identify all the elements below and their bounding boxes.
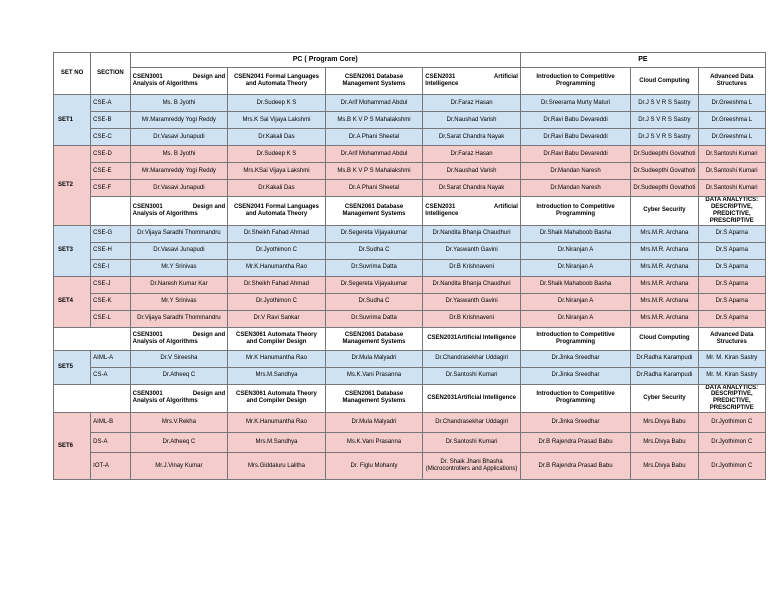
spacer: [54, 384, 131, 413]
faculty-cell: Dr.B Rajendra Prasad Babu: [520, 453, 630, 480]
course-header: Introduction to Competitive Programming: [520, 68, 630, 95]
faculty-cell: Dr.Mandan Naresh: [520, 163, 630, 180]
faculty-cell: Dr.Santoshi Kumari: [698, 163, 765, 180]
faculty-cell: Ms.K.Vani Prasanna: [325, 433, 423, 453]
section-cell: CSE-I: [91, 259, 130, 276]
faculty-cell: Mrs.K Sai Vijaya Lakshmi: [228, 112, 326, 129]
timetable: [53, 52, 766, 480]
course-header: Advanced Data Structures: [698, 327, 765, 350]
faculty-cell: Dr.Jyothimon C: [698, 433, 765, 453]
faculty-cell: Dr.Naresh Kumar Kar: [130, 276, 228, 293]
faculty-cell: Ms.K.Vani Prasanna: [325, 367, 423, 384]
faculty-cell: Dr.Niranjan A: [520, 242, 630, 259]
faculty-cell: Dr.Nandita Bhanja Chaudhuri: [423, 225, 521, 242]
faculty-cell: Dr.Vijaya Saradhi Thommandru: [130, 310, 228, 327]
faculty-cell: Ms. B Jyothi: [130, 146, 228, 163]
course-name-cont: Intelligence: [425, 81, 459, 87]
course-header: [423, 68, 521, 95]
course-code: CSEN2031: [425, 203, 456, 210]
faculty-cell: Dr.Santoshi Kumari: [423, 433, 521, 453]
pe-header: PE: [520, 53, 765, 68]
set-label: SET1: [54, 95, 91, 146]
faculty-cell: Mr.Y Srinivas: [130, 293, 228, 310]
course-header: CSEN2061 Database Management Systems: [325, 197, 423, 226]
faculty-cell: Mr. M. Kiran Sastry: [698, 367, 765, 384]
section-cell: CS-A: [91, 367, 130, 384]
faculty-cell: Mrs.M.R. Archana: [631, 293, 698, 310]
faculty-cell: Dr.Yaswanth Gavini: [423, 293, 521, 310]
faculty-cell: Dr.Ravi Babu Devareddi: [520, 146, 630, 163]
course-header: DATA ANALYTICS: DESCRIPTIVE, PREDICTIVE, PRESCRIPTIVE: [698, 384, 765, 413]
faculty-cell: Dr.Kakali Das: [228, 129, 326, 146]
faculty-cell: Dr.Sudha C: [325, 242, 423, 259]
faculty-cell: Dr.Jyothimon C: [228, 293, 326, 310]
faculty-cell: Mr. M. Kiran Sastry: [698, 350, 765, 367]
faculty-cell: Dr.Niranjan A: [520, 259, 630, 276]
faculty-cell: Dr.Naushad Varish: [423, 163, 521, 180]
faculty-cell: Dr.Greeshma L: [698, 95, 765, 112]
section-cell: CSE-E: [91, 163, 130, 180]
course-code: CSEN3001: [132, 203, 163, 210]
course-code: CSEN3001: [132, 331, 163, 338]
course-header: Introduction to Competitive Programming: [520, 327, 630, 350]
faculty-cell: Dr.Jinka Sreedhar: [520, 413, 630, 433]
faculty-cell: Dr.V Sireesha: [130, 350, 228, 367]
faculty-cell: Mrs.V.Rekha: [130, 413, 228, 433]
faculty-cell: Ms.B K V P S Mahalakshmi: [325, 163, 423, 180]
faculty-cell: Dr.Segereta Vijayakumar: [325, 225, 423, 242]
course-header: [130, 327, 228, 350]
faculty-cell: Mr.Maramreddy Yogi Reddy: [130, 163, 228, 180]
faculty-cell: Dr.Sreerama Murty Maturi: [520, 95, 630, 112]
faculty-cell: Dr.A Phani Sheetal: [325, 129, 423, 146]
faculty-cell: Dr.Chandrasekhar Uddagiri: [423, 413, 521, 433]
faculty-cell: Dr.Ravi Babu Devareddi: [520, 129, 630, 146]
section-cell: CSE-B: [91, 112, 130, 129]
course-name: Design and: [192, 331, 226, 338]
course-name-cont: Analysis of Algorithms: [132, 81, 198, 87]
faculty-cell: Mrs.M.R. Archana: [631, 225, 698, 242]
faculty-cell: Dr.Mula Malyadri: [325, 350, 423, 367]
faculty-cell: Dr.Sarat Chandra Nayak: [423, 129, 521, 146]
set-no-header: SET NO: [54, 53, 91, 95]
faculty-cell: Dr.Jyothimon C: [698, 413, 765, 433]
course-name-cont: Analysis of Algorithms: [132, 398, 198, 405]
course-name: Design and: [192, 203, 226, 210]
faculty-cell: Mr.J.Vinay Kumar: [130, 453, 228, 480]
faculty-cell: Dr.S Aparna: [698, 310, 765, 327]
faculty-cell: Dr.Santoshi Kumari: [698, 180, 765, 197]
course-header: CSEN2061 Database Management Systems: [325, 68, 423, 95]
faculty-cell: Dr.S Aparna: [698, 225, 765, 242]
course-header: CSEN2041 Formal Languages and Automata Theory: [228, 197, 326, 226]
faculty-cell: Dr.Naushad Varish: [423, 112, 521, 129]
section-cell: CSE-G: [91, 225, 130, 242]
faculty-cell: Dr.S Aparna: [698, 259, 765, 276]
faculty-cell: Dr.Ravi Babu Devareddi: [520, 112, 630, 129]
faculty-cell: Dr.Sudha C: [325, 293, 423, 310]
faculty-cell: Dr.Sudeep K S: [228, 146, 326, 163]
faculty-cell: Dr.Radha Karampudi: [631, 350, 698, 367]
course-header: Cloud Computing: [631, 327, 698, 350]
faculty-cell: Mrs.Divya Babu: [631, 413, 698, 433]
faculty-cell: Dr.Jinka Sreedhar: [520, 367, 630, 384]
faculty-cell: Dr.Sheikh Fahad Ahmad: [228, 225, 326, 242]
course-name: Artificial: [493, 74, 518, 81]
faculty-cell: Dr.Shaik Mahaboob Basha: [520, 225, 630, 242]
section-cell: CSE-C: [91, 129, 130, 146]
faculty-cell: Dr.Niranjan A: [520, 293, 630, 310]
section-cell: CSE-D: [91, 146, 130, 163]
faculty-cell: Dr.Suvrima Datta: [325, 310, 423, 327]
course-header: Introduction to Competitive Programming: [520, 384, 630, 413]
course-header: [423, 197, 521, 226]
faculty-cell: Mrs.M.Sandhya: [228, 367, 326, 384]
course-code: CSEN3001: [132, 74, 163, 81]
faculty-cell: Dr.Jyothimon C: [228, 242, 326, 259]
faculty-cell: Dr.S Aparna: [698, 293, 765, 310]
course-header: Advanced Data Structures: [698, 68, 765, 95]
faculty-cell: Dr.Faraz Hasan: [423, 146, 521, 163]
faculty-cell: Dr.Arif Mohammad Abdul: [325, 146, 423, 163]
set-label: SET4: [54, 276, 91, 327]
course-header: CSEN2031Artificial Intelligence: [423, 384, 521, 413]
course-code: CSEN3001: [132, 391, 163, 398]
section-cell: IOT-A: [91, 453, 130, 480]
faculty-cell: Dr.V Ravi Sankar: [228, 310, 326, 327]
faculty-cell: Dr.Nandita Bhanja Chaudhuri: [423, 276, 521, 293]
faculty-cell: Dr.Greeshma L: [698, 112, 765, 129]
course-header: CSEN2061 Database Management Systems: [325, 327, 423, 350]
course-header: CSEN2041 Formal Languages and Automata Theory: [228, 68, 326, 95]
section-cell: AIML-B: [91, 413, 130, 433]
faculty-cell: Dr.Mandan Naresh: [520, 180, 630, 197]
faculty-cell: Dr.B Krishnaveni: [423, 259, 521, 276]
faculty-cell: Mr.K.Hanumantha Rao: [228, 413, 326, 433]
faculty-cell: Mrs.KSai Vijaya Lakshmi: [228, 163, 326, 180]
faculty-cell: Dr.Jyothimon C: [698, 453, 765, 480]
faculty-cell: Mrs.Divya Babu: [631, 453, 698, 480]
faculty-cell: Dr.Santoshi Kumari: [698, 146, 765, 163]
faculty-cell: Dr.J S V R S Sastry: [631, 112, 698, 129]
faculty-cell: Dr.Atheeq C: [130, 367, 228, 384]
faculty-cell: Dr.Mula Malyadri: [325, 413, 423, 433]
faculty-cell: Mrs.Giddaluru Lalitha: [228, 453, 326, 480]
faculty-cell: Dr. Figlu Mohanty: [325, 453, 423, 480]
section-cell: DS-A: [91, 433, 130, 453]
course-name: Design and: [192, 391, 226, 398]
faculty-cell: Dr.Sudeepthi Govathoti: [631, 146, 698, 163]
faculty-cell: Dr.Arif Mohammad Abdul: [325, 95, 423, 112]
faculty-cell: Dr.Sudeepthi Govathoti: [631, 180, 698, 197]
spacer: [54, 327, 131, 350]
faculty-cell: Dr.Vijaya Saradhi Thommandru: [130, 225, 228, 242]
faculty-cell: Dr.Greeshma L: [698, 129, 765, 146]
faculty-cell: Dr.Yaswanth Gavini: [423, 242, 521, 259]
course-header: DATA ANALYTICS: DESCRIPTIVE, PREDICTIVE, PRESCRIPTIVE: [698, 197, 765, 226]
course-name-cont: Analysis of Algorithms: [132, 338, 198, 345]
faculty-cell: Dr.Sudeepthi Govathoti: [631, 163, 698, 180]
faculty-cell: Mr.Maramreddy Yogi Reddy: [130, 112, 228, 129]
faculty-cell: Dr.Shaik Mahaboob Basha: [520, 276, 630, 293]
faculty-cell: Dr.Niranjan A: [520, 310, 630, 327]
section-cell: CSE-J: [91, 276, 130, 293]
course-header: [130, 68, 228, 95]
spacer: [91, 197, 130, 226]
faculty-cell: Dr.B Krishnaveni: [423, 310, 521, 327]
course-header: Cyber Security: [631, 384, 698, 413]
faculty-cell: Ms.B K V P S Mahalakshmi: [325, 112, 423, 129]
faculty-cell: Mrs.M.R. Archana: [631, 259, 698, 276]
faculty-cell: Dr.Segereta Vijayakumar: [325, 276, 423, 293]
section-cell: AIML-A: [91, 350, 130, 367]
faculty-cell: Dr.A Phani Sheetal: [325, 180, 423, 197]
course-header: Introduction to Competitive Programming: [520, 197, 630, 226]
section-cell: CSE-A: [91, 95, 130, 112]
faculty-cell: Dr. Shaik Jhani Bhasha (Microcontrollers and Applications): [423, 453, 521, 480]
course-header: CSEN2031Artificial Intelligence: [423, 327, 521, 350]
faculty-cell: Dr.S Aparna: [698, 276, 765, 293]
course-header: [130, 384, 228, 413]
faculty-cell: Mr.Y Srinivas: [130, 259, 228, 276]
course-name: Artificial: [493, 203, 518, 210]
course-header: Cloud Computing: [631, 68, 698, 95]
faculty-cell: Dr.Jinka Sreedhar: [520, 350, 630, 367]
section-cell: CSE-H: [91, 242, 130, 259]
faculty-cell: Dr.Sudeep K S: [228, 95, 326, 112]
faculty-cell: Mrs.M.Sandhya: [228, 433, 326, 453]
course-header: CSEN2061 Database Management Systems: [325, 384, 423, 413]
faculty-cell: Dr.Radha Karampudi: [631, 367, 698, 384]
course-header: [130, 197, 228, 226]
faculty-cell: Dr.Sheikh Fahad Ahmad: [228, 276, 326, 293]
course-code: CSEN2031: [425, 74, 456, 81]
course-name-cont: Intelligence: [425, 210, 459, 217]
faculty-cell: Dr.Vasavi Junapudi: [130, 242, 228, 259]
faculty-cell: Mrs.Divya Babu: [631, 433, 698, 453]
faculty-cell: Mrs.M.R. Archana: [631, 276, 698, 293]
section-cell: CSE-K: [91, 293, 130, 310]
set-label: SET5: [54, 350, 91, 384]
faculty-cell: Dr.Chandrasekhar Uddagiri: [423, 350, 521, 367]
faculty-cell: Ms. B Jyothi: [130, 95, 228, 112]
course-header: CSEN3061 Automata Theory and Compiler Design: [228, 327, 326, 350]
set-label: SET2: [54, 146, 91, 226]
faculty-cell: Dr.Santoshi Kumari: [423, 367, 521, 384]
faculty-cell: Dr.Atheeq C: [130, 433, 228, 453]
faculty-cell: Mr.K.Hanumantha Rao: [228, 259, 326, 276]
set-label: SET3: [54, 225, 91, 276]
faculty-cell: Dr.J S V R S Sastry: [631, 129, 698, 146]
pc-header: PC ( Program Core): [130, 53, 520, 68]
course-name: Design and: [192, 74, 226, 81]
section-cell: CSE-F: [91, 180, 130, 197]
faculty-cell: Dr.Vasavi Junapudi: [130, 180, 228, 197]
course-header: Cyber Security: [631, 197, 698, 226]
faculty-cell: Dr.J S V R S Sastry: [631, 95, 698, 112]
faculty-cell: Dr.B Rajendra Prasad Babu: [520, 433, 630, 453]
section-header: SECTION: [91, 53, 130, 95]
faculty-cell: Mr.K Hanumantha Rao: [228, 350, 326, 367]
course-header: CSEN3061 Automata Theory and Compiler Design: [228, 384, 326, 413]
faculty-cell: Dr.S Aparna: [698, 242, 765, 259]
section-cell: CSE-L: [91, 310, 130, 327]
faculty-cell: Mrs.M.R. Archana: [631, 242, 698, 259]
faculty-cell: Dr.Kakali Das: [228, 180, 326, 197]
faculty-cell: Dr.Sarat Chandra Nayak: [423, 180, 521, 197]
course-name-cont: Analysis of Algorithms: [132, 210, 198, 217]
set-label: SET6: [54, 413, 91, 480]
faculty-cell: Dr.Faraz Hasan: [423, 95, 521, 112]
faculty-cell: Dr.Vasavi Junapudi: [130, 129, 228, 146]
faculty-cell: Mrs.M.R. Archana: [631, 310, 698, 327]
faculty-cell: Dr.Suvrima Datta: [325, 259, 423, 276]
